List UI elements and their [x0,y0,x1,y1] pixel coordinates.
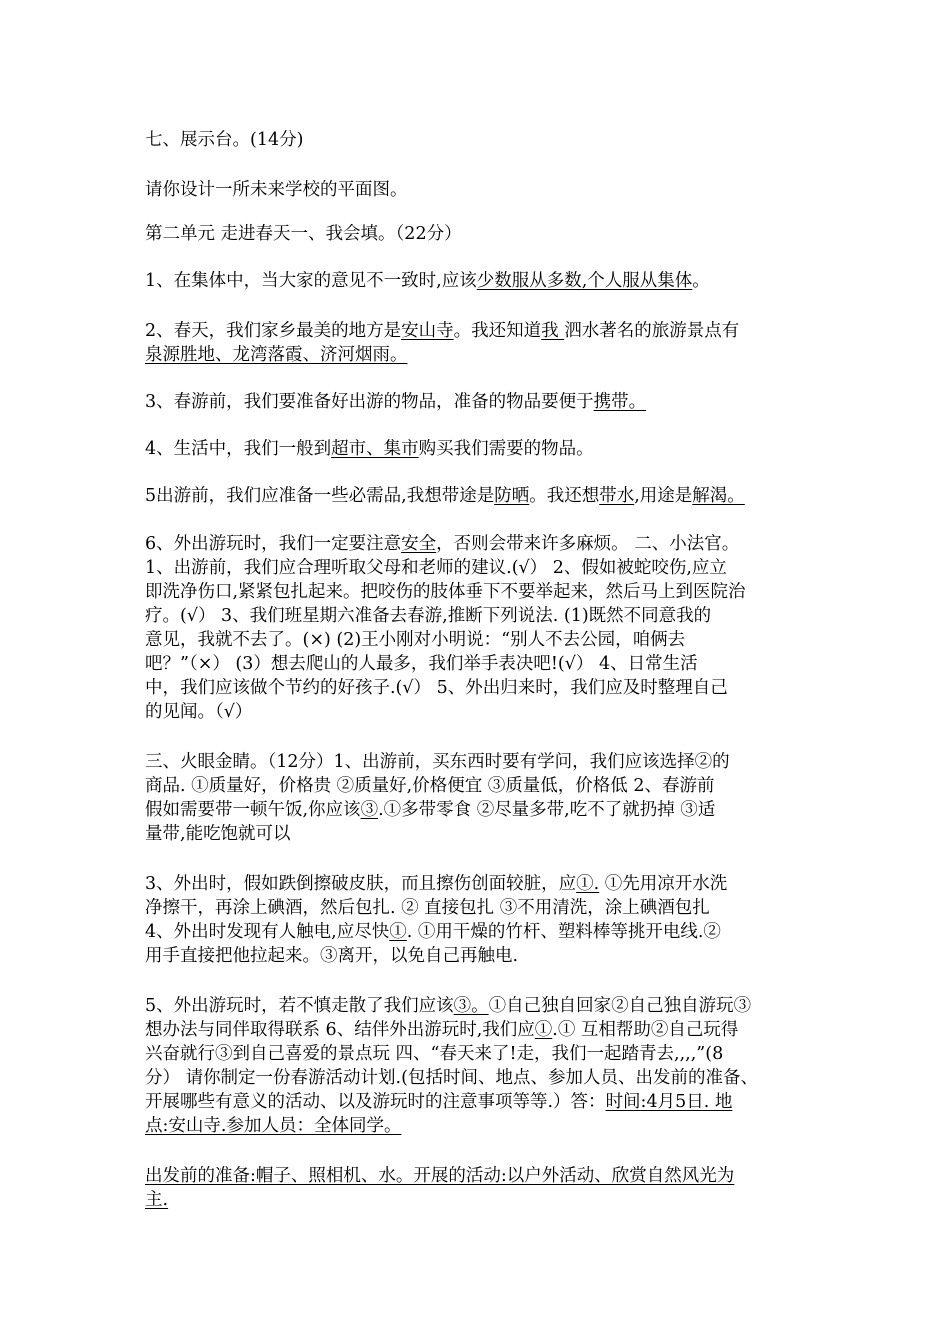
text-segment: 三、火眼金睛。（12分）1、出游前，买东西时要有学问，我们应该选择②的 [145,752,730,772]
text-line [145,319,739,344]
text-line [145,437,594,462]
text-segment: 商品. ①质量好，价格贵 ②质量好,价格便宜 ③质量低，价格低 2、春游前 [145,776,715,796]
text-segment: 1、出游前，我们应合理听取父母和老师的建议.(√） 2、假如被蛇咬伤,应立 [145,558,727,578]
text-line [145,994,751,1019]
text-line [145,556,727,581]
underlined-answer: 携带。 [593,392,647,412]
text-segment: 分） 请你制定一份春游活动计划.(包括时间、地点、参加人员、出发前的准备、 [145,1068,758,1088]
text-line [145,343,408,368]
text-segment: 2、春天，我们家乡最美的地方是 [145,321,402,341]
underlined-answer: 超市、集市 [331,439,419,459]
text-line [145,750,730,775]
underlined-answer: ①. [576,874,600,894]
text-segment: 想办法与同伴取得联系 6、结伴外出游玩时,我们应 [145,1020,535,1040]
text-segment: 4、生活中，我们一般到 [145,439,332,459]
underlined-answer: 防晒 [494,486,530,506]
text-line [145,774,715,799]
text-segment: 3、春游前，我们要准备好出游的物品，准备的物品要便于 [145,392,594,412]
text-line [145,222,462,247]
text-segment: . ①用干燥的竹杆、塑料棒等挑开电线.② [406,922,721,942]
text-segment: 5出游前，我们应准备一些必需品,我想带途是 [145,486,495,506]
underlined-answer: 少数服从多数,个人服从集体 [476,271,693,291]
text-line [145,1090,732,1115]
text-segment: 七、展示台。(14分) [145,130,304,150]
text-segment: 1、在集体中，当大家的意见不一致时,应该 [145,271,477,291]
text-segment: 。 [692,271,710,291]
text-segment: 假如需要带一顿午饭,你应该 [145,800,361,820]
text-line [145,822,291,847]
text-line [145,1164,734,1189]
text-segment: 第二单元 走进春天一、我会填。（22分） [145,224,462,244]
text-line [145,1042,723,1067]
text-segment: 的见闻。（√） [145,702,253,722]
text-segment: 兴奋就行③到自己喜爱的景点玩 四、“春天来了!走，我们一起踏青去,,,,”(8 [145,1044,724,1064]
text-segment: 。我还知道 [453,321,542,341]
text-line [145,872,727,897]
underlined-answer: 点:安山寺.参加人员：全体同学。 [145,1116,402,1136]
text-segment: 即洗净伤口,紧紧包扎起来。把咬伤的肢体垂下不要举起来，然后马上到医院治 [145,582,746,602]
underlined-answer: ① [534,1020,553,1040]
text-segment: 用手直接把他拉起来。③离开，以免自己再触电. [145,946,519,966]
text-line [145,390,646,415]
text-segment: 中，我们应该做个节约的好孩子.(√） 5、外出归来时，我们应及时整理自己 [145,678,728,698]
text-segment: 。我还想 [529,486,600,506]
text-segment: 意见，我就不去了。(×) (2)王小刚对小明说：“别人不去公园，咱俩去 [145,630,686,650]
text-segment: 4、外出时发现有人触电,应尽快 [145,922,390,942]
text-line [145,676,728,701]
underlined-answer: ③。 [453,996,489,1016]
text-segment: ,用途是 [634,486,693,506]
text-line [145,484,745,509]
text-line [145,628,685,653]
text-line [145,1114,401,1139]
text-line [145,700,252,725]
text-line [145,1018,738,1043]
text-line [145,128,303,153]
text-segment: ①先用凉开水洗 [599,874,728,894]
underlined-answer: 泉源胜地、龙湾落霞、济河烟雨。 [145,345,408,365]
underlined-answer: ③ [360,800,379,820]
text-segment: .① 互相帮助②自己玩得 [552,1020,739,1040]
text-line [145,580,746,605]
text-segment: 吧？”（×） (3）想去爬山的人最多，我们举手表决吧!(√） 4、日常生活 [145,654,698,674]
text-segment: ，否则会带来许多麻烦。 二、小法官。 [436,534,740,554]
underlined-answer: 带水 [599,486,635,506]
text-line [145,1066,758,1091]
text-segment: 5、外出游玩时，若不慎走散了我们应该 [145,996,454,1016]
underlined-answer: 出发前的准备:帽子、照相机、水。开展的活动:以户外活动、欣赏自然风光为 [145,1166,735,1186]
text-line [145,1188,168,1213]
text-segment: 6、外出游玩时，我们一定要注意 [145,534,402,554]
text-segment: 开展哪些有意义的活动、以及游玩时的注意事项等等.）答： [145,1092,606,1112]
underlined-answer: 安全 [401,534,437,554]
text-line [145,269,710,294]
text-segment: 购买我们需要的物品。 [418,439,594,459]
text-line [145,532,739,557]
text-segment: 量带,能吃饱就可以 [145,824,291,844]
text-line [145,944,518,969]
text-line [145,652,698,677]
underlined-answer: 安山寺 [401,321,454,341]
underlined-answer: 时间:4月5日. 地 [605,1092,733,1112]
text-line [145,920,721,945]
text-segment: 疗。(√） 3、我们班星期六准备去春游,推断下列说法. (1)既然不同意我的 [145,606,712,626]
underlined-answer: 我 [541,321,565,341]
text-line [145,798,715,823]
text-segment: 泗水著名的旅游景点有 [564,321,740,341]
text-segment: 3、外出时，假如跌倒擦破皮肤，而且擦伤创面较脏，应 [145,874,577,894]
underlined-answer: ① [389,922,407,942]
text-segment: 请你设计一所未来学校的平面图。 [145,180,408,200]
text-segment: ①自己独自回家②自己独自游玩③ [488,996,752,1016]
text-segment: .①多带零食 ②尽量多带,吃不了就扔掉 ③适 [378,800,716,820]
text-line [145,896,710,921]
underlined-answer: 解渴。 [692,486,745,506]
text-segment: 净擦干，再涂上碘酒，然后包扎. ② 直接包扎 ③不用清洗，涂上碘酒包扎 [145,898,710,918]
underlined-answer: 主. [145,1190,169,1210]
text-line [145,604,711,629]
text-line [145,178,408,203]
